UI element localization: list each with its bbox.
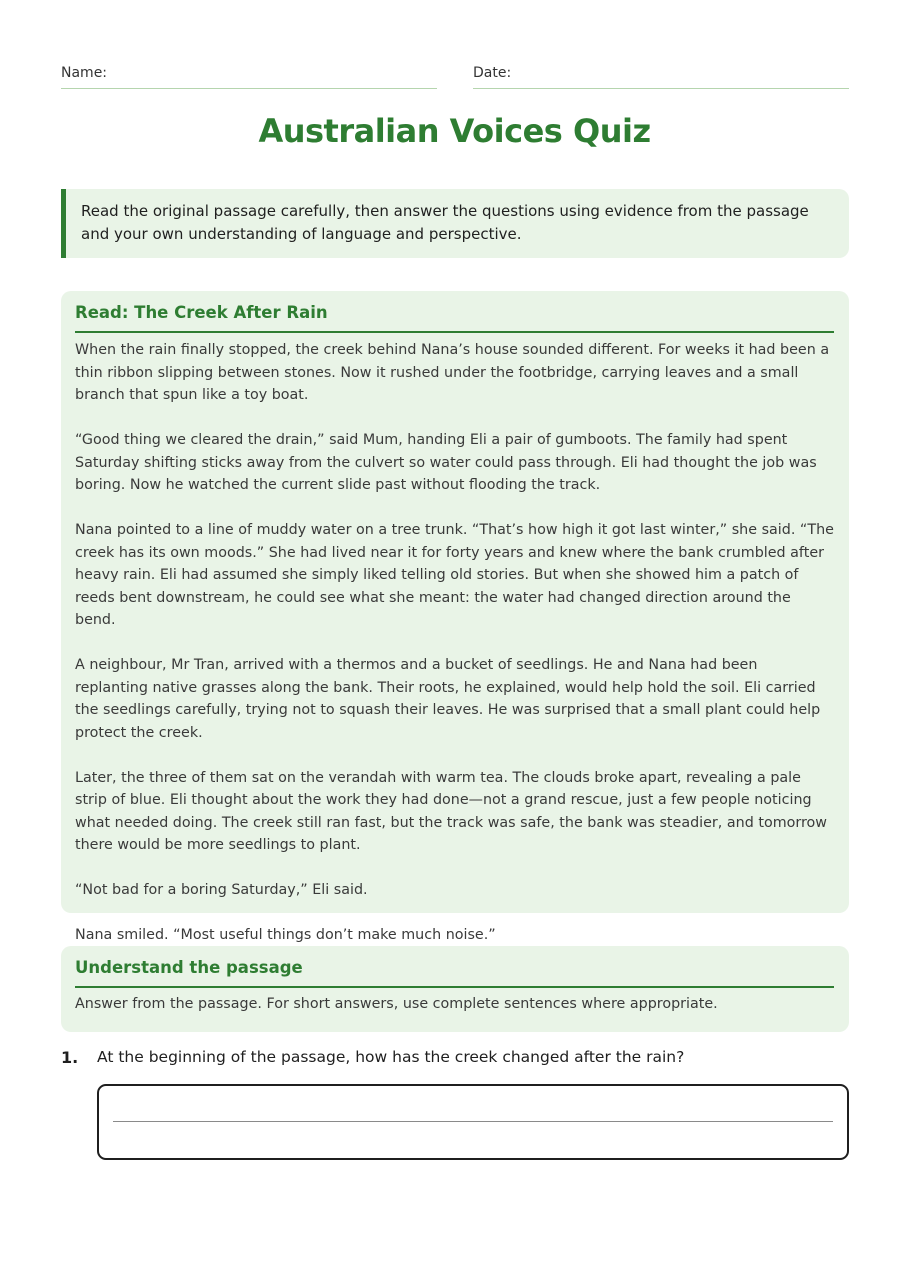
answer-box[interactable] [97, 1084, 849, 1160]
instructions-box: Read the original passage carefully, then answer the questions using evidence from the passage and your own understanding of language and perspective. [61, 189, 849, 258]
section-header-card [61, 946, 849, 1032]
passage-paragraph: Nana pointed to a line of muddy water on a tree trunk. “That’s how high it got last winter,” she said. “The creek has its own moods.” She had lived near it for forty years and knew where the bank crumbled after heavy rain. Eli had assumed she simply liked telling old stories. But when she showed him a patch of reeds bent downstream, he could see what she meant: the water had changed direction around the bend. [75, 522, 834, 628]
section-heading: Understand the passage [75, 958, 834, 988]
passage-body [75, 333, 834, 947]
question-text: At the beginning of the passage, how has the creek changed after the rain? [97, 1048, 685, 1066]
passage-card [61, 291, 849, 943]
date-field[interactable] [473, 62, 849, 89]
page-title: Australian Voices Quiz [258, 112, 651, 150]
name-label: Name: [61, 65, 108, 81]
date-label: Date: [473, 65, 512, 81]
passage-paragraph: When the rain finally stopped, the creek behind Nana’s house sounded different. For weeks it had been a thin ribbon slipping between stones. Now it rushed under the footbridge, carrying leaves and a small branch that spun like a toy boat. [75, 342, 830, 403]
passage-paragraph: “Good thing we cleared the drain,” said Mum, handing Eli a pair of gumboots. The family had spent Saturday shifting sticks away from the culvert so water could pass through. Eli had thought the job was boring. Now he watched the current slide past without flooding the track. [75, 432, 817, 493]
passage-paragraph: A neighbour, Mr Tran, arrived with a thermos and a bucket of seedlings. He and Nana had been replanting native grasses along the bank. Their roots, he explained, would help hold the soil. Eli carried the seedlings carefully, trying not to squash their leaves. He was surprised that a small plant could help protect the creek. [75, 657, 821, 741]
question-number: 1. [61, 1048, 79, 1067]
passage-paragraph: Nana smiled. “Most useful things don’t make much noise.” [75, 927, 496, 943]
section-subtext: Answer from the passage. For short answers, use complete sentences where appropriate. [75, 996, 718, 1012]
passage-paragraph: Later, the three of them sat on the verandah with warm tea. The clouds broke apart, revealing a pale strip of blue. Eli thought about the work they had done—not a grand rescue, just a few people noticing what needed doing. The creek still ran fast, but the track was safe, the bank was steadier, and tomorrow there would be more seedlings to plant. [75, 769, 827, 853]
name-field[interactable] [61, 62, 437, 89]
answer-line [113, 1121, 833, 1122]
passage-heading: Read: The Creek After Rain [75, 303, 834, 333]
passage-paragraph: “Not bad for a boring Saturday,” Eli said. [75, 882, 368, 898]
